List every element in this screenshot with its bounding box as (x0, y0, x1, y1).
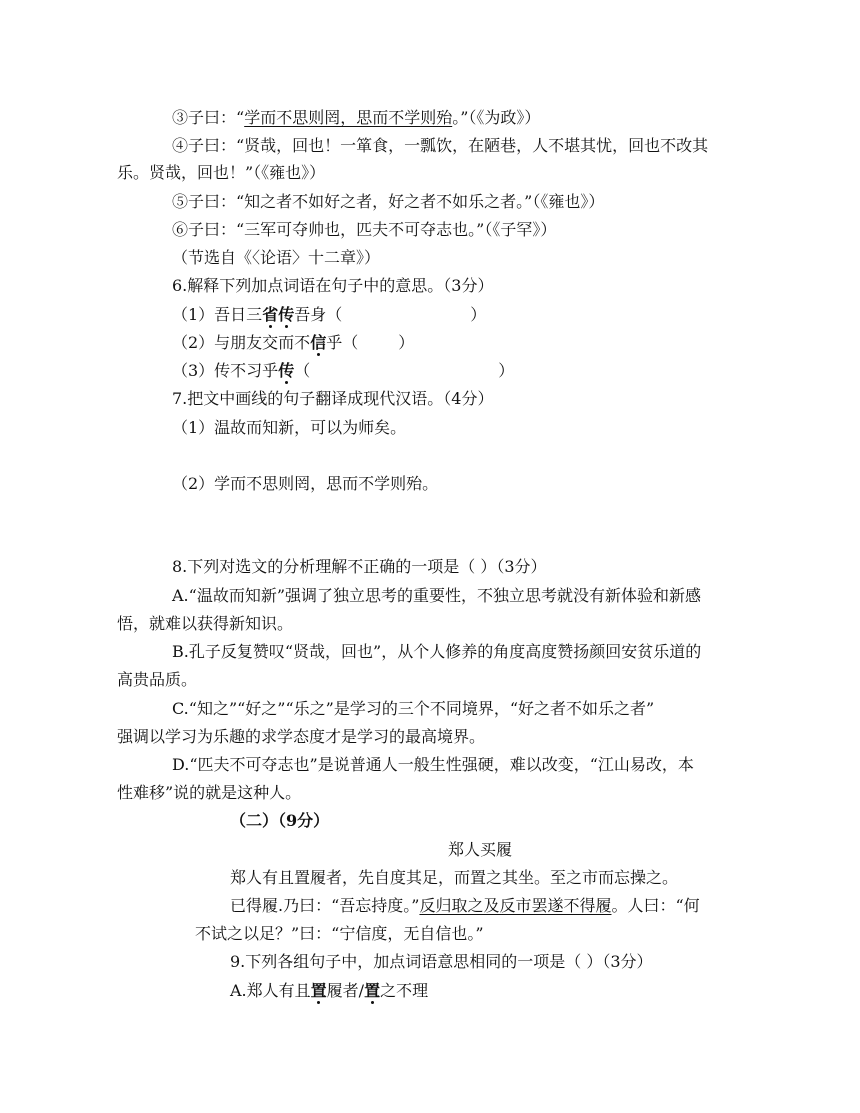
dotted-word-chuan-2: 传 (278, 361, 295, 380)
source-note: （节选自《〈论语〉十二章》） (172, 248, 381, 267)
underlined-sentence-1: 学而不思则罔，思而不学则殆 (244, 108, 453, 127)
passage-line-3: 不试之以足？”曰：“宁信度，无自信也。” (195, 924, 484, 943)
dotted-word-xing: 省 (262, 305, 279, 324)
dotted-word-xin: 信 (310, 333, 327, 352)
question-7-item-2: （2）学而不思则罔，思而不学则殆。 (172, 474, 439, 493)
option-d-line-2: 性难移”说的就是这种人。 (117, 783, 302, 802)
option-c-line-1: C.“知之”“好之”“乐之”是学习的三个不同境界，“好之者不如乐之者” (172, 699, 655, 718)
quote-4-line-2: 乐。贤哉，回也！”（《雍也》） (117, 163, 326, 182)
quote-3-end: 。”（《为政》） (452, 108, 541, 127)
question-9-option-a: A.郑人有且置履者/置之不理 (230, 981, 429, 1000)
question-6: 6.解释下列加点词语在句子中的意思。（3分） (172, 276, 494, 295)
quote-4-line-1: ④子曰：“贤哉，回也！一箪食，一瓢饮，在陋巷，人不堪其忧，回也不改其 (172, 136, 709, 155)
passage-line-2: 已得履.乃曰：“吾忘持度。”反归取之及反市罢遂不得履。人曰：“何 (230, 896, 700, 915)
option-a-line-1: A.“温故而知新”强调了独立思考的重要性，不独立思考就没有新体验和新感 (172, 586, 702, 605)
option-d-line-1: D.“匹夫不可夺志也”是说普通人一般生性强硬，难以改变，“江山易改，本 (172, 755, 694, 774)
dotted-word-zhi-2: 置 (364, 981, 381, 1000)
quote-3 (172, 108, 860, 128)
option-c-line-2: 强调以学习为乐趣的求学态度才是学习的最高境界。 (117, 727, 486, 746)
question-6-item-3: （3）传不习乎传（ ） (172, 361, 515, 380)
question-7: 7.把文中画线的句子翻译成现代汉语。（4分） (172, 389, 494, 408)
passage-title: 郑人买履 (448, 840, 513, 859)
underlined-sentence-2: 反归取之及反市罢遂不得履 (419, 896, 612, 915)
question-6-item-1: （1）吾日三省传吾身（ ） (172, 305, 487, 324)
option-b-line-2: 高贵品质。 (117, 670, 198, 689)
dotted-word-zhi-1: 置 (310, 981, 327, 1000)
option-b-line-1: B.孔子反复赞叹“贤哉，回也”，从个人修养的角度高度赞扬颜回安贫乐道的 (172, 642, 702, 661)
section-heading: （二）（9分） (230, 811, 330, 830)
quote-3-start: ③子曰：“ (172, 108, 245, 127)
question-8: 8.下列对选文的分析理解不正确的一项是（ ）（3分） (172, 557, 547, 576)
option-a-line-2: 悟，就难以获得新知识。 (117, 614, 294, 633)
question-9: 9.下列各组句子中，加点词语意思相同的一项是（ ）（3分） (230, 952, 653, 971)
dotted-word-chuan: 传 (278, 305, 295, 324)
question-7-item-1: （1）温故而知新，可以为师矣。 (172, 418, 407, 437)
quote-6: ⑥子曰：“三军可夺帅也，匹夫不可夺志也。”（《子罕》） (172, 220, 557, 239)
question-6-item-2: （2）与朋友交而不信乎（ ） (172, 333, 415, 352)
passage-line-1: 郑人有且置履者，先自度其足，而置之其坐。至之市而忘操之。 (230, 868, 679, 887)
quote-5: ⑤子曰：“知之者不如好之者，好之者不如乐之者。”（《雍也》） (172, 192, 605, 211)
